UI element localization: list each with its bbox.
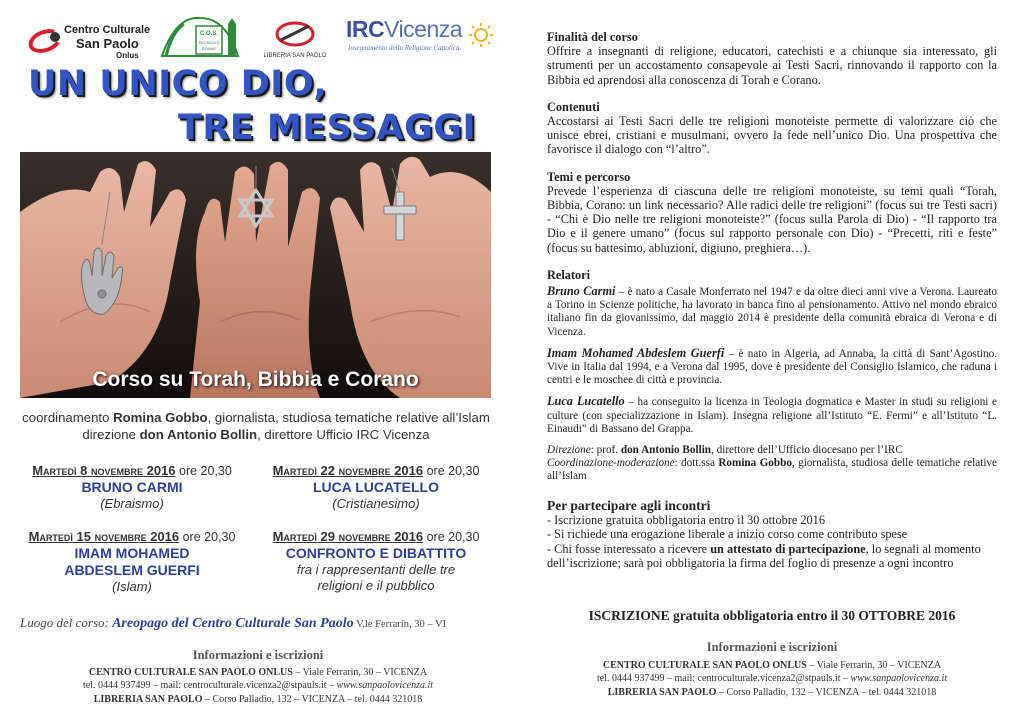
vicenza-letters: Vicenza [384, 16, 463, 42]
event-time: ore 20,30 [423, 530, 480, 544]
contact-line [547, 673, 997, 684]
dir-text: : prof. [590, 444, 621, 457]
venue-address: V.le Ferrarin, 30 – VI [353, 619, 447, 630]
cos-logo [156, 12, 244, 62]
logo-text: San Paolo [76, 36, 139, 51]
irc-vicenza-logo [346, 16, 496, 60]
cos-sub: PASSAGGI [198, 40, 220, 45]
org-address: – Viale Ferrarin, 30 – VICENZA [292, 667, 428, 678]
section-finalita [547, 30, 997, 87]
photo-caption: Corso su Torah, Bibbia e Corano [92, 368, 419, 391]
dir-label: Direzione [547, 444, 591, 457]
org-name: CENTRO CULTURALE SAN PAOLO ONLUS [88, 667, 293, 678]
coordination-text [18, 409, 494, 443]
event-topic: (Islam) [112, 579, 152, 594]
speaker-name: Bruno Carmi [547, 284, 616, 299]
participation-item: - Iscrizione gratuita obbligatoria entro il 30 ottobre 2016 [547, 513, 825, 528]
event-block [256, 529, 496, 594]
section-heading: Contenuti [547, 99, 600, 114]
speaker-bio [547, 395, 997, 436]
headline-line: TRE MESSAGGI [178, 108, 477, 148]
cos-text: C.O.S. [199, 31, 219, 37]
speaker-text: – è nato in Algeria, ad Annaba, la città di Sant’Agostino. Vive in Italia dal 1994, e a Verona dal 1995, dove è presidente del Consiglio Islamico, che raduna i centri e le moschee di città e provincia. [547, 347, 997, 387]
flyer-right-panel [547, 30, 997, 570]
event-block [12, 463, 252, 512]
coord-name: Romina Gobbo [718, 457, 792, 470]
coord-label: coordinamento [22, 410, 110, 425]
irc-subtitle: Insegnamento della Religione Cattolica [348, 44, 460, 52]
logo-caption: LIBRERIA SAN PAOLO [263, 53, 327, 59]
org-address: – Corso Palladio, 132 – VICENZA – tel. 0444 321018 [202, 694, 423, 705]
speaker-text: – ha conseguito la licenza in Teologia dogmatica e Master in studi su religioni e culture (con specializzazione in Islam). Insegna religione all’Istituto “E. Fermi” e all’Istituto “L. Einaudi” di Bassano del Grappa. [547, 396, 997, 435]
dir-name: don Antonio Bollin [620, 444, 712, 457]
participation-item [547, 542, 997, 570]
speaker-name: Luca Lucatello [547, 394, 625, 409]
centro-culturale-san-paolo-logo [28, 20, 151, 60]
contact-line [20, 667, 496, 678]
contact-line [20, 694, 496, 705]
coord-label: Coordinazione-moderazione [547, 457, 675, 470]
event-block [256, 463, 496, 512]
section-contenuti [547, 100, 997, 157]
event-topic: (Ebraismo) [100, 496, 164, 511]
main-headline [28, 62, 498, 150]
contacts-heading: Informazioni e iscrizioni [706, 640, 838, 654]
contact-line [547, 660, 997, 671]
section-body: Offrire a insegnanti di religione, educatori, catechisti e a chiunque sia interessato, gli strumenti per un accostamento consapevole ai Testi Sacri, rinnovando il rapporto con la Bibbia ed aprendosi alla conoscenza di Torah e Corano. [547, 44, 997, 87]
section-relatori [547, 268, 997, 436]
event-date: Martedì 15 novembre 2016 [28, 529, 180, 544]
sun-icon [468, 22, 494, 48]
section-temi [547, 170, 997, 255]
speaker-bio [547, 285, 997, 339]
coord-text: : dott.ssa [674, 457, 719, 470]
event-speaker: LUCA LUCATELLO [313, 479, 439, 495]
event-time: ore 20,30 [175, 464, 232, 478]
org-name: LIBRERIA SAN PAOLO [93, 694, 203, 705]
event-topic: (Cristianesimo) [332, 496, 420, 511]
contact-line [20, 680, 496, 691]
logo-text: Centro Culturale [64, 24, 151, 36]
section-heading: Finalità del corso [547, 30, 638, 44]
participation-text: , lo segnali al momento dell’iscrizione; sarà poi obbligatoria la firma del foglio di presenze a ogni incontro [547, 541, 981, 570]
speaker-bio [547, 347, 997, 388]
participation-item: - Si richiede una erogazione liberale a inizio corso come contributo spese [547, 527, 908, 542]
event-date: Martedì 8 novembre 2016 [32, 463, 176, 478]
website-link[interactable]: www.sanpaolovicenza.it [336, 680, 434, 691]
coord-rest: , giornalista, studiosa tematiche relative all’Islam [207, 410, 490, 425]
org-address: – Viale Ferrarin, 30 – VICENZA [806, 660, 942, 671]
venue-label: Luogo del corso: [20, 615, 113, 630]
speaker-text: – è nato a Casale Monferrato nel 1947 e da oltre dieci anni vive a Verona. Laureato a Torino in Scienze politiche, ha lavorato in banca fino al pensionamento. Attivo nel mondo ebraico italiano fin da giovanissimo, dal maggio 2014 è presidente della comunità ebraica di Verona e di Vicenza. [547, 286, 997, 338]
event-speaker: IMAM MOHAMED ABDESLEM GUERFI [64, 545, 200, 578]
participation-highlight: un attestato di partecipazione [710, 541, 866, 556]
org-name: CENTRO CULTURALE SAN PAOLO ONLUS [602, 660, 807, 671]
event-topic: fra i rappresentanti delle tre religioni e il pubblico [296, 562, 456, 593]
event-block [12, 529, 252, 595]
contacts-heading: Informazioni e iscrizioni [192, 648, 324, 662]
event-speaker: BRUNO CARMI [81, 479, 183, 495]
section-heading: Temi e percorso [547, 169, 631, 184]
section-partecipare [547, 499, 997, 570]
direction-info [547, 444, 997, 483]
venue-line [20, 615, 500, 632]
contact-line [547, 687, 997, 698]
event-title: CONFRONTO E DIBATTITO [285, 545, 467, 561]
section-body: Accostarsi ai Testi Sacri delle tre religioni monoteiste permette di valorizzare ciò che unisce ebrei, cristiani e musulmani, ovvero la fede nell’unico Dio. Una prospettiva che favorisce il dialogo con “l’altro”. [547, 114, 997, 157]
org-name: LIBRERIA SAN PAOLO [607, 687, 717, 698]
cos-sub: DONNE [201, 46, 217, 51]
direction-rest: , direttore Ufficio IRC Vicenza [257, 427, 430, 442]
speaker-name: Imam Mohamed Abdeslem Guerfi [547, 345, 725, 360]
event-time: ore 20,30 [179, 530, 236, 544]
registration-notice: ISCRIZIONE gratuita obbligatoria entro il 30 OTTOBRE 2016 [588, 608, 956, 623]
participation-text: - Chi fosse interessato a ricevere [547, 541, 711, 556]
dir-text: , direttore dell’Ufficio diocesano per l’IRC [711, 444, 903, 457]
logo-strip [28, 12, 498, 62]
logo-text: Onlus [116, 51, 139, 60]
section-body: Prevede l’esperienza di ciascuna delle tre religioni monoteiste, su temi quali “Torah, Bibbia, Corano: un link necessario? Alle radici delle tre religioni” (focus sui tre Testi sacri) - “Chi è Dio nelle tre religioni monoteiste?” (focus sulla Parola di Dio) - “Il rapporto tra Dio e il genere umano” (focus sul rapporto personale con Dio) - “Precetti, riti e feste” (focus su battesimo, abluzioni, digiuno, preghiera…). [547, 183, 997, 255]
section-heading: Per partecipare agli incontri [547, 498, 711, 514]
org-contacts: tel. 0444 937499 – mail: centroculturale.vicenza2@stpauls.it – [82, 680, 337, 691]
event-date: Martedì 22 novembre 2016 [272, 463, 424, 478]
website-link[interactable]: www.sanpaolovicenza.it [850, 673, 948, 684]
section-heading: Relatori [547, 267, 591, 282]
venue-place: Areopago del Centro Culturale San Paolo [112, 616, 354, 631]
org-address: – Corso Palladio, 132 – VICENZA – tel. 0444 321018 [716, 687, 937, 698]
coord-text: , giornalista, studiosa delle tematiche relative all’Islam [547, 457, 997, 483]
hands-photo [20, 152, 491, 398]
coord-name: Romina Gobbo [113, 410, 208, 425]
org-contacts: tel. 0444 937499 – mail: centroculturale.vicenza2@stpauls.it – [596, 673, 851, 684]
irc-letters: IRC [346, 16, 385, 42]
event-date: Martedì 29 novembre 2016 [272, 529, 424, 544]
direction-name: don Antonio Bollin [139, 427, 258, 442]
libreria-san-paolo-logo [260, 18, 330, 62]
headline-line: UN UNICO DIO, [28, 64, 328, 104]
direction-label: direzione [82, 427, 136, 442]
event-time: ore 20,30 [423, 464, 480, 478]
